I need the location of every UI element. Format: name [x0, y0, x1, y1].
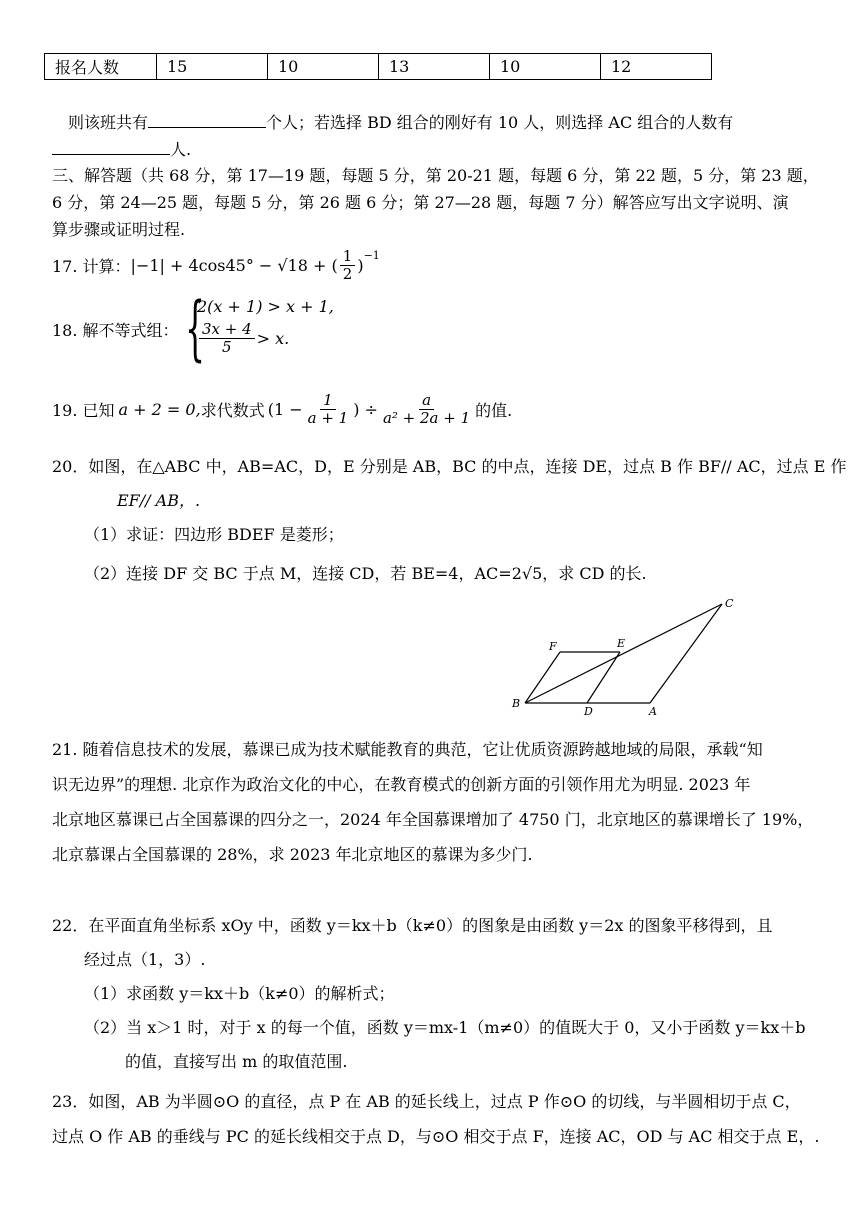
q21-line4: 北京慕课占全国慕课的 28%，求 2023 年北京地区的慕课为多少门.: [52, 845, 533, 864]
q19-mid: 求代数式: [200, 401, 265, 420]
fraction-denominator: a + 1: [307, 409, 349, 427]
q18-ineq2-tail: > x.: [256, 329, 290, 348]
brace-symbol: {: [185, 287, 206, 369]
label-D: D: [584, 705, 593, 718]
q17: [52, 248, 380, 283]
q20-part1: （1）求证：四边形 BDEF 是菱形；: [84, 525, 344, 544]
q16-text-a: 则该班共有: [68, 113, 149, 132]
section3-line2: 6 分，第 24—25 题，每题 5 分，第 26 题 6 分；第 27—28 题，每题 7 分）解答应写出文字说明、演: [52, 193, 789, 212]
q16-line2: [52, 137, 191, 160]
q16-line1: [68, 110, 733, 133]
label-A: A: [649, 705, 657, 718]
q22-part2-line2: 的值，直接写出 m 的取值范围.: [125, 1052, 348, 1071]
q21-line3: 北京地区慕课已占全国慕课的四分之一，2024 年全国慕课增加了 4750 门，北京地区的慕课增长了 19%，: [52, 810, 814, 829]
table-cell: 13: [379, 54, 490, 80]
fraction-numerator: 1: [320, 392, 336, 410]
q18-ineq2: [197, 321, 289, 356]
q18-label: 18. 解不等式组：: [52, 321, 179, 340]
q18-ineq1: 2(x + 1) > x + 1,: [197, 297, 334, 316]
answer-blank: [52, 138, 170, 155]
registration-table: [44, 53, 712, 80]
table-cell: 12: [601, 54, 712, 80]
q21-line2: 识无边界”的理想. 北京作为政治文化的中心，在教育模式的创新方面的引领作用尤为明显. 2023 年: [52, 775, 751, 794]
q17-exponent: −1: [363, 249, 380, 262]
q22-part2-line1: （2）当 x＞1 时，对于 x 的每一个值，函数 y＝mx-1（m≠0）的值既大于 0，又小于函数 y＝kx＋b: [84, 1018, 806, 1037]
q19-fraction1: [305, 392, 352, 427]
fraction-denominator: 2: [342, 265, 353, 283]
segment-BC: [525, 604, 722, 703]
label-F: F: [549, 640, 557, 653]
fraction-numerator: 3x + 4: [199, 321, 255, 339]
fraction-denominator: a² + 2a + 1: [382, 409, 471, 427]
label-B: B: [512, 697, 521, 710]
q22-line2: 经过点（1，3）.: [84, 950, 206, 969]
q22-part1: （1）求函数 y＝kx＋b（k≠0）的解析式；: [84, 984, 395, 1003]
answer-blank: [148, 111, 266, 128]
table-cell: 15: [157, 54, 268, 80]
fraction-denominator: 5: [222, 338, 232, 356]
table-cell: 报名人数: [45, 54, 157, 80]
rhombus-figure: [505, 593, 745, 718]
q20-line1: 20．如图，在△ABC 中，AB=AC，D，E 分别是 AB，BC 的中点，连接 DE，过点 B 作 BF// AC，过点 E 作: [52, 457, 847, 476]
q16-text-b: 个人；若选择 BD 组合的刚好有 10 人，则选择 AC 组合的人数有: [266, 113, 734, 132]
q19-paren-close: ) ÷: [353, 400, 378, 419]
label-C: C: [725, 597, 734, 610]
q17-tail: ): [357, 256, 364, 275]
q23-line1: 23．如图，AB 为半圆⊙O 的直径，点 P 在 AB 的延长线上，过点 P 作⊙O 的切线，与半圆相切于点 C，: [52, 1092, 801, 1111]
fraction-numerator: a: [419, 392, 434, 410]
q22-line1: 22．在平面直角坐标系 xOy 中，函数 y＝kx＋b（k≠0）的图象是由函数 y＝2x 的图象平移得到，且: [52, 916, 773, 935]
table-cell: 10: [490, 54, 601, 80]
q17-label: 17. 计算：: [52, 257, 131, 276]
q19-label: 19. 已知: [52, 401, 115, 420]
q17-expr: |−1| + 4cos45° − √18 + (: [130, 256, 338, 275]
q21-line1: 21. 随着信息技术的发展，慕课已成为技术赋能教育的典范，它让优质资源跨越地域的局限，承载“知: [52, 740, 763, 759]
section3-line1: 三、解答题（共 68 分，第 17—19 题，每题 5 分，第 20-21 题，每题 6 分，第 22 题，5 分，第 23 题，: [52, 166, 819, 185]
q16-text-end: 人.: [170, 140, 192, 159]
q20-part2: （2）连接 DF 交 BC 于点 M，连接 CD，若 BE=4，AC=2√5，求 CD 的长.: [84, 564, 647, 583]
label-E: E: [617, 637, 626, 650]
q23-line2: 过点 O 作 AB 的垂线与 PC 的延长线相交于点 D，与⊙O 相交于点 F，连接 AC，OD 与 AC 相交于点 E，.: [52, 1127, 820, 1146]
segment-BF: [525, 652, 560, 703]
q20-line2: EF// AB，.: [117, 491, 201, 510]
q19-end: 的值.: [475, 401, 513, 420]
table-row: [45, 54, 712, 80]
table-cell: 10: [268, 54, 379, 80]
q19-fraction2: [380, 392, 473, 427]
q17-fraction: [340, 248, 356, 283]
fraction-numerator: 1: [340, 248, 356, 266]
section3-line3: 算步骤或证明过程.: [52, 220, 186, 239]
q19-condition: a + 2 = 0,: [118, 400, 201, 419]
q19: [52, 392, 512, 427]
q19-paren-open: (1 −: [267, 400, 303, 419]
segment-ED: [587, 652, 620, 703]
q18-fraction: [199, 321, 255, 356]
segment-AC: [650, 604, 722, 703]
